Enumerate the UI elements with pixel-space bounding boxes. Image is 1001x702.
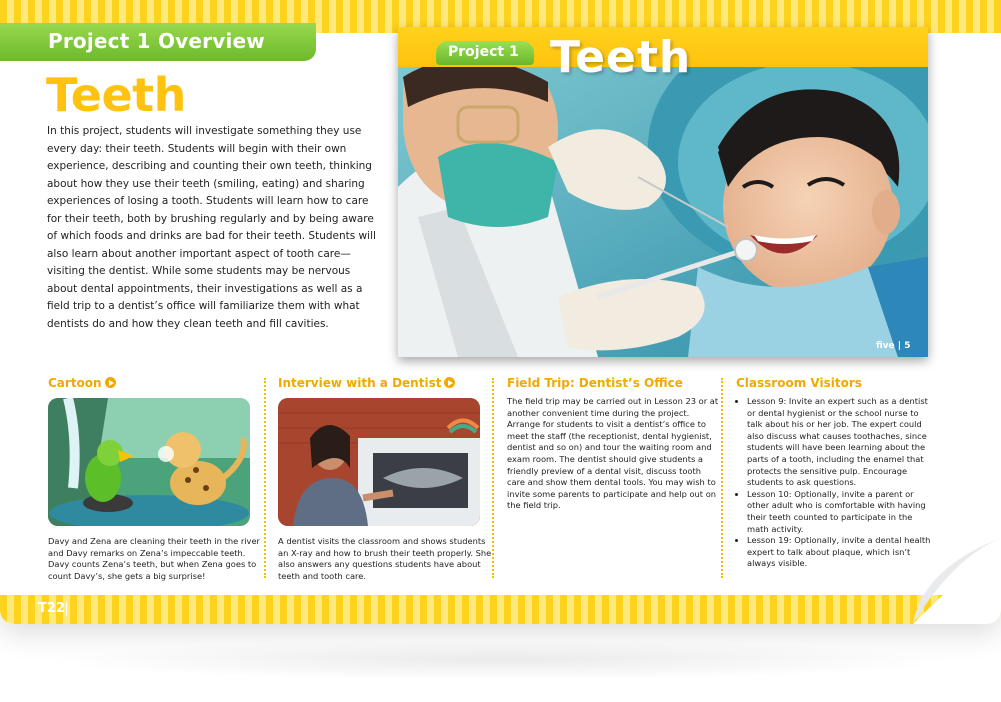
page-title: Teeth bbox=[46, 68, 186, 122]
field-trip-section bbox=[507, 374, 721, 512]
field-trip-heading: Field Trip: Dentist’s Office bbox=[507, 376, 683, 390]
cartoon-illustration bbox=[48, 398, 250, 526]
page-folio: T22 bbox=[38, 601, 65, 616]
list-item: • Lesson 10: Optionally, invite a parent or other adult who is comfortable with having their teeth counted to participate in the math activity. bbox=[747, 489, 936, 535]
list-item: • Lesson 9: Invite an expert such as a dentist or dental hygienist or the school nurse to talk about his or her job. The expert could also discuss what causes toothaches, since students will have been learning about the parts of a tooth, including the enamel that protects the sensitive pulp. Encourage students to ask questions. bbox=[747, 396, 936, 489]
interview-heading[interactable]: Interview with a Dentist bbox=[278, 374, 492, 392]
play-circle-icon[interactable] bbox=[105, 377, 116, 388]
photo-title: Teeth bbox=[550, 32, 692, 83]
photo-folio: five | 5 bbox=[876, 341, 911, 351]
page-curl bbox=[913, 538, 1001, 624]
interview-thumbnail[interactable] bbox=[278, 398, 480, 526]
page-shadow bbox=[40, 640, 960, 680]
interview-description: A dentist visits the classroom and shows students an X-ray and how to brush their teeth properly. She also answers any questions students have about teeth and tooth care. bbox=[278, 536, 492, 581]
interview-illustration bbox=[278, 398, 480, 526]
cover-photo bbox=[398, 27, 928, 357]
bottom-stripe-band bbox=[0, 595, 1001, 624]
overview-tab bbox=[0, 23, 316, 61]
project-pill-label: Project 1 bbox=[448, 44, 519, 60]
overview-tab-label: Project 1 Overview bbox=[48, 29, 265, 53]
cartoon-section bbox=[48, 374, 262, 582]
intro-paragraph: In this project, students will investigate something they use every day: their teeth. Students will begin with their own experience, describing and counting their own teeth, thinking about how they use their teeth (smiling, eating) and sharing experiences of losing a tooth. Students will learn how to care for their teeth, both by brushing regularly and by being aware of which foods and drinks are bad for their teeth. Students will also learn about another important aspect of tooth care—visiting the dentist. While some students may be nervous about dental appointments, their investigations as well as a field trip to a dentist’s office will familiarize them with what dentists do and how they clean teeth and fill cavities. bbox=[47, 125, 376, 330]
cartoon-thumbnail[interactable] bbox=[48, 398, 250, 526]
column-divider bbox=[721, 378, 723, 578]
project-pill bbox=[436, 41, 534, 65]
column-divider bbox=[492, 378, 494, 578]
visitors-section bbox=[736, 374, 936, 570]
dentist-photo-illustration bbox=[398, 67, 928, 357]
play-circle-icon[interactable] bbox=[444, 377, 455, 388]
list-item: • Lesson 19: Optionally, invite a dental health expert to talk about plaque, which isn’t always visible. bbox=[747, 535, 936, 570]
interview-section bbox=[278, 374, 492, 582]
folio-separator bbox=[66, 602, 67, 616]
visitors-list bbox=[736, 396, 936, 570]
column-divider bbox=[264, 378, 266, 578]
field-trip-description: The field trip may be carried out in Lesson 23 or at another convenient time during the project. Arrange for students to visit a dentist’s office to meet the staff (the receptionist, dental hygienist, dentist and so on) and tour the waiting room and exam room. The dentist should give students a friendly preview of a dental visit, discuss tooth care and show them dental tools. You may wish to invite some parents to participate and help out on the field trip. bbox=[507, 396, 719, 511]
cartoon-description: Davy and Zena are cleaning their teeth in the river and Davy remarks on Zena’s impeccable teeth. Davy counts Zena’s teeth, but when Zena goes to count Davy’s, she gets a big surprise! bbox=[48, 536, 260, 581]
visitors-heading: Classroom Visitors bbox=[736, 376, 862, 390]
cartoon-heading[interactable]: Cartoon bbox=[48, 374, 262, 392]
